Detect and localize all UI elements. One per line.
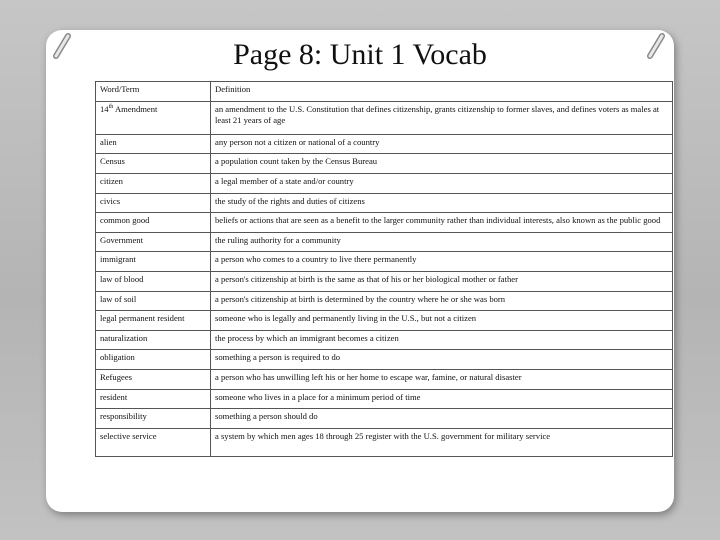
definition-cell: something a person is required to do — [211, 350, 673, 370]
term-cell: Refugees — [96, 370, 211, 390]
term-cell: obligation — [96, 350, 211, 370]
definition-cell: a person who comes to a country to live there permanently — [211, 252, 673, 272]
table-row — [96, 272, 673, 292]
term-cell: alien — [96, 134, 211, 154]
table-row — [96, 409, 673, 429]
table-row — [96, 370, 673, 390]
table-row — [96, 252, 673, 272]
term-cell: law of blood — [96, 272, 211, 292]
table-row — [96, 291, 673, 311]
definition-cell: any person not a citizen or national of a country — [211, 134, 673, 154]
term-cell: common good — [96, 213, 211, 233]
term-cell: resident — [96, 389, 211, 409]
definition-cell: someone who lives in a place for a minimum period of time — [211, 389, 673, 409]
definition-cell: beliefs or actions that are seen as a benefit to the larger community rather than individual interests, also known as the public good — [211, 213, 673, 233]
table-row — [96, 173, 673, 193]
term-cell: selective service — [96, 429, 211, 457]
definition-cell: a population count taken by the Census Bureau — [211, 154, 673, 174]
term-cell: immigrant — [96, 252, 211, 272]
term-cell: citizen — [96, 173, 211, 193]
term-cell: Census — [96, 154, 211, 174]
term-cell: legal permanent resident — [96, 311, 211, 331]
table-row — [96, 330, 673, 350]
definition-cell: the study of the rights and duties of citizens — [211, 193, 673, 213]
term-cell: 14th Amendment — [96, 101, 211, 134]
header-term: Word/Term — [96, 82, 211, 102]
table-row — [96, 429, 673, 457]
definition-cell: a legal member of a state and/or country — [211, 173, 673, 193]
definition-cell: a person's citizenship at birth is the same as that of his or her biological mother or father — [211, 272, 673, 292]
definition-cell: the ruling authority for a community — [211, 232, 673, 252]
term-cell: law of soil — [96, 291, 211, 311]
page-title: Page 8: Unit 1 Vocab — [233, 38, 487, 71]
term-cell: civics — [96, 193, 211, 213]
definition-cell: the process by which an immigrant becomes a citizen — [211, 330, 673, 350]
table-row — [96, 154, 673, 174]
definition-cell: something a person should do — [211, 409, 673, 429]
table-row — [96, 350, 673, 370]
term-cell: responsibility — [96, 409, 211, 429]
term-cell: naturalization — [96, 330, 211, 350]
table-row — [96, 389, 673, 409]
table-row — [96, 193, 673, 213]
definition-cell: an amendment to the U.S. Constitution that defines citizenship, grants citizenship to former slaves, and defines voters as males at least 21 years of age — [211, 101, 673, 134]
definition-cell: someone who is legally and permanently living in the U.S., but not a citizen — [211, 311, 673, 331]
definition-cell: a person who has unwilling left his or her home to escape war, famine, or natural disaster — [211, 370, 673, 390]
table-row — [96, 311, 673, 331]
table-row — [96, 213, 673, 233]
vocab-table — [95, 81, 673, 457]
header-definition: Definition — [211, 82, 673, 102]
table-row — [96, 134, 673, 154]
table-header-row — [96, 82, 673, 102]
term-cell: Government — [96, 232, 211, 252]
table-row — [96, 232, 673, 252]
definition-cell: a person's citizenship at birth is determined by the country where he or she was born — [211, 291, 673, 311]
table-row — [96, 101, 673, 134]
definition-cell: a system by which men ages 18 through 25 register with the U.S. government for military service — [211, 429, 673, 457]
